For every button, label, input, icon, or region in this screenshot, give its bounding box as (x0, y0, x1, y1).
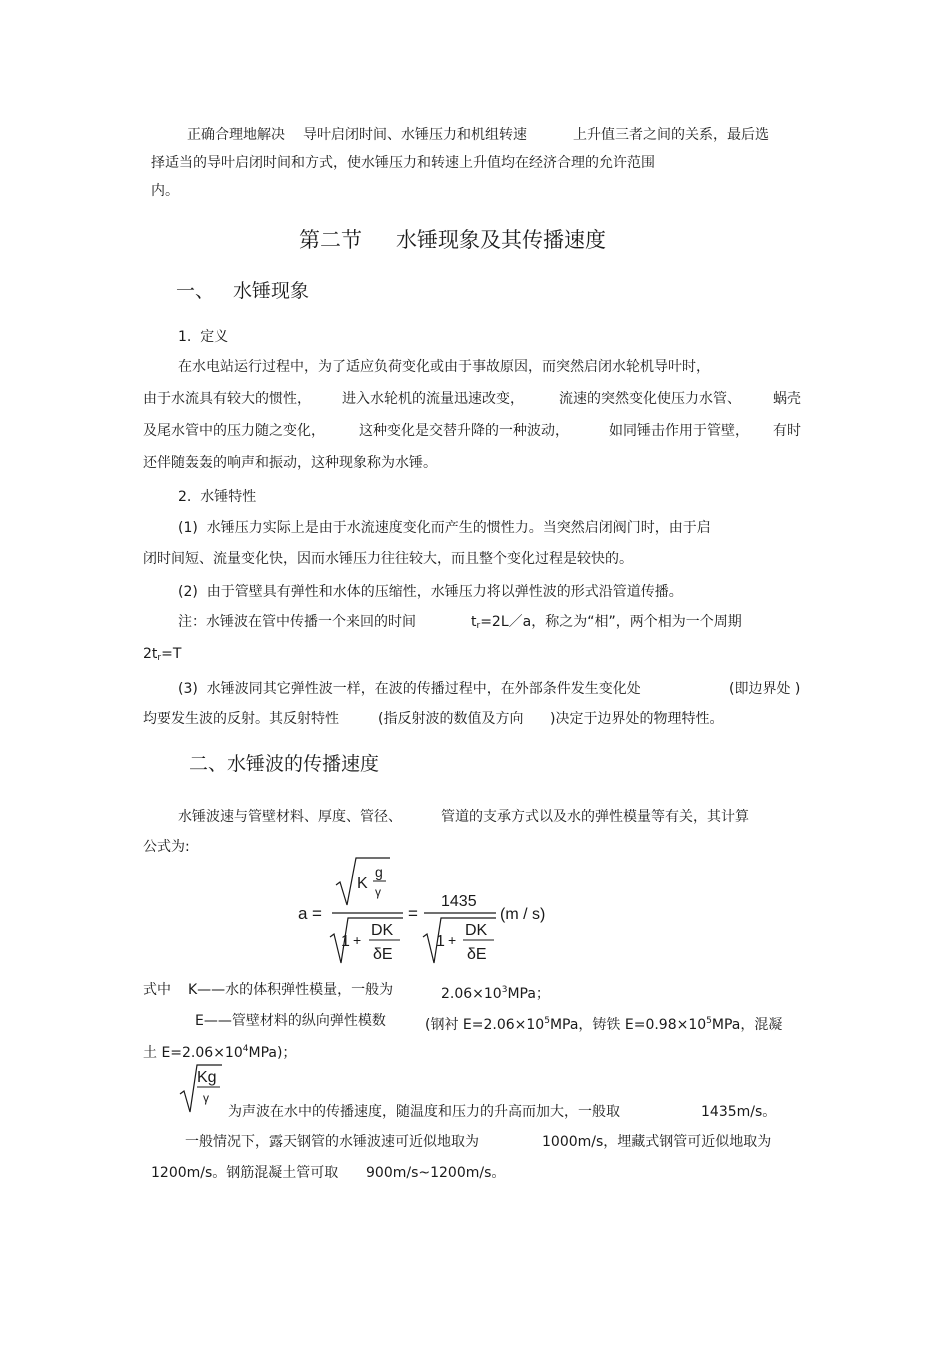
intro-line1c: 上升值三者之间的关系，最后选 (573, 127, 769, 143)
defs-k-text: K——水的体积弹性模量，一般为 (188, 982, 394, 998)
definition-p2b: 进入水轮机的流量迅速改变， (342, 391, 524, 407)
characteristic-3a: (3) 水锤波同其它弹性波一样，在波的传播过程中，在外部条件发生变化处 (178, 681, 641, 697)
sound-speed-formula (178, 1062, 228, 1116)
part2-p2: 公式为: (143, 839, 190, 855)
part2-p1a: 水锤波速与管壁材料、厚度、管径、 (178, 809, 402, 825)
formula-eq2: = (408, 904, 418, 923)
intro-line3: 内。 (151, 183, 179, 199)
intro-line1b: 导叶启闭时间、水锤压力和机组转速 (303, 127, 527, 143)
characteristics-heading: 2. 水锤特性 (178, 489, 257, 505)
sound-formula-den: γ (203, 1091, 209, 1105)
definition-p3d: 有时 (773, 423, 801, 439)
characteristic-3d: (指反射波的数值及方向 (378, 711, 524, 727)
intro-line1a: 正确合理地解决 (187, 127, 285, 143)
part2-p1b: 管道的支承方式以及水的弹性模量等有关，其计算 (441, 809, 749, 825)
formula-one-right: 1 (436, 933, 445, 950)
sound-speed-text: 为声波在水中的传播速度，随温度和压力的升高而加大，一般取 (228, 1104, 620, 1120)
general-c: 1200m/s。钢筋混凝土管可取 (151, 1165, 339, 1181)
definition-p2c: 流速的突然变化使压力水管、 (559, 391, 741, 407)
formula-DK-left: DK (371, 922, 394, 939)
section-number: 第二节 (299, 228, 362, 252)
sound-speed-value: 1435m/s。 (701, 1104, 777, 1120)
defs-e-text: E——管壁材料的纵向弹性模数 (195, 1013, 386, 1029)
definition-p3a: 及尾水管中的压力随之变化， (143, 423, 325, 439)
definition-p4: 还伴随轰轰的响声和振动，这种现象称为水锤。 (143, 455, 437, 471)
characteristic-3c: 均要发生波的反射。其反射特性 (143, 711, 339, 727)
characteristic-1a: (1) 水锤压力实际上是由于水流速度变化而产生的惯性力。当突然启闭阀门时，由于启 (178, 520, 711, 536)
formula-deltaE-left: δE (373, 946, 393, 963)
definition-heading: 1. 定义 (178, 329, 229, 345)
characteristic-3e: )决定于边界处的物理特性。 (550, 711, 724, 727)
formula-gamma: γ (375, 885, 381, 899)
general-b: 1000m/s，埋藏式钢管可近似地取为 (542, 1134, 772, 1150)
definition-p2d: 蜗壳 (773, 391, 801, 407)
formula-K: K (357, 875, 368, 892)
defs-label: 式中 (143, 982, 171, 998)
note-period-expr: $t_r=2L/a$，称之为“相”，两个相为一个周期 (471, 614, 742, 631)
formula-plus-left: + (353, 932, 362, 948)
formula-DK-right: DK (465, 922, 488, 939)
definition-p1: 在水电站运行过程中，为了适应负荷变化或由于事故原因，而突然启闭水轮机导叶时， (178, 359, 710, 375)
definition-p2a: 由于水流具有较大的惯性， (143, 391, 311, 407)
characteristic-1b: 闭时间短、流量变化快，因而水锤压力往往较大，而且整个变化过程是较快的。 (143, 551, 633, 567)
wave-speed-formula (290, 855, 570, 970)
characteristic-3b: (即边界处 ) (729, 681, 801, 697)
definition-p3c: 如同锤击作用于管壁， (609, 423, 749, 439)
general-a: 一般情况下，露天钢管的水锤波速可近似地取为 (185, 1134, 479, 1150)
note-period-line2: $2t_r=T$ (143, 646, 182, 663)
definition-p3b: 这种变化是交替升降的一种波动， (359, 423, 569, 439)
characteristic-2: (2) 由于管壁具有弹性和水体的压缩性，水锤压力将以弹性波的形式沿管道传播。 (178, 584, 683, 600)
part1-heading-text: 水锤现象 (233, 280, 310, 302)
defs-e-concrete: 土 $E=2.06\times 10^4MPa$)； (143, 1044, 297, 1061)
formula-eq1: = (312, 904, 322, 923)
general-d: 900m/s~1200m/s。 (366, 1165, 506, 1181)
formula-a: a (298, 904, 308, 923)
formula-unit: (m / s) (500, 906, 546, 923)
formula-deltaE-right: δE (467, 946, 487, 963)
note-a: 注：水锤波在管中传播一个来回的时间 (178, 614, 416, 630)
sound-formula-num: Kg (197, 1069, 217, 1086)
intro-line2: 择适当的导叶启闭时间和方式，使水锤压力和转速上升值均在经济合理的允许范围 (151, 155, 655, 171)
defs-e-values: (钢衬 $E=2.06\times 10^5MPa$，铸铁 $E=0.98\times 10^5MPa$，混凝 (425, 1016, 783, 1033)
formula-1435: 1435 (441, 893, 477, 910)
part1-heading-num: 一、 (176, 280, 215, 302)
section-title: 水锤现象及其传播速度 (396, 228, 606, 252)
formula-one-left: 1 (341, 933, 350, 950)
formula-plus-right: + (448, 932, 457, 948)
part2-heading: 二、水锤波的传播速度 (189, 753, 380, 775)
formula-g: g (375, 864, 383, 880)
defs-k-value: $2.06\times 10^3MPa$； (441, 985, 550, 1002)
